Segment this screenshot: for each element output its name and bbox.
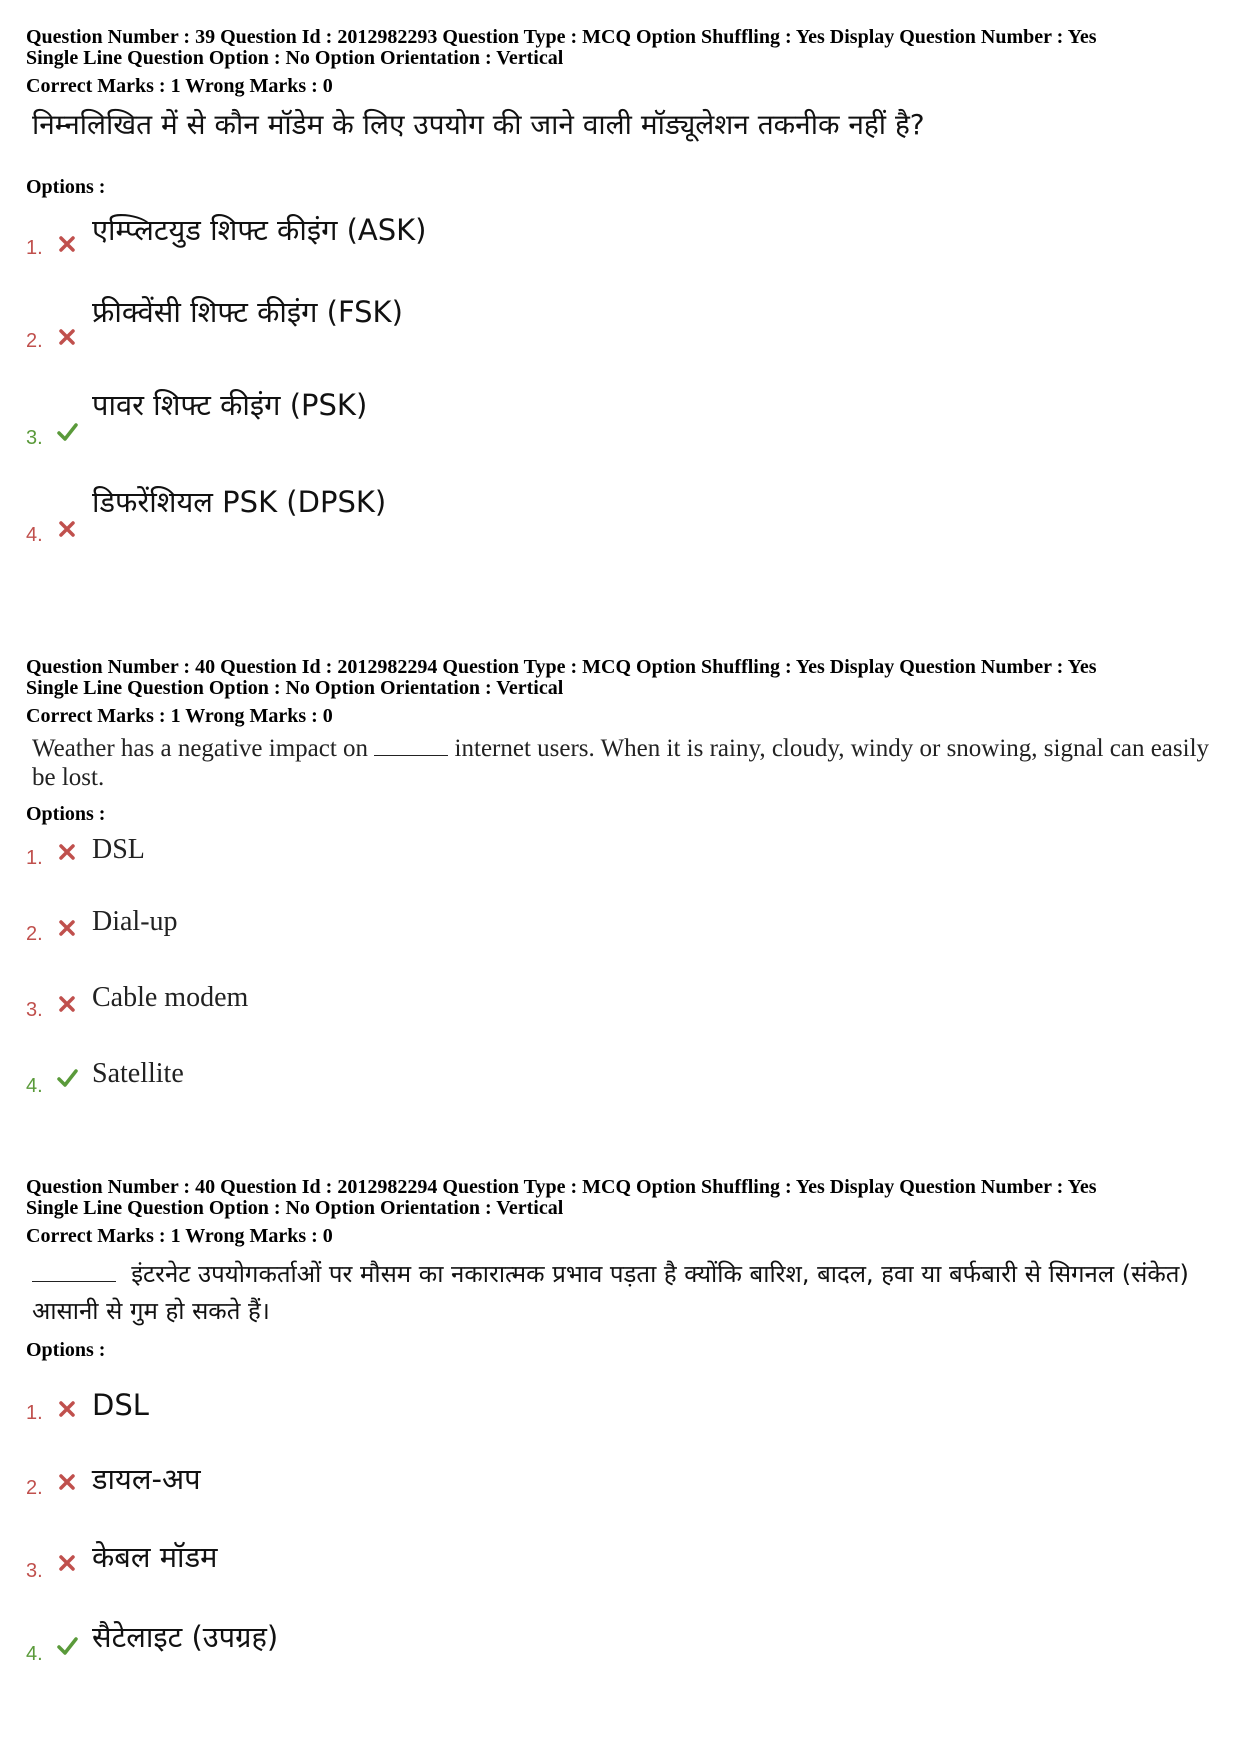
option-text: Dial-up	[92, 906, 178, 937]
options-label: Options :	[26, 803, 106, 825]
option-1[interactable]	[26, 213, 826, 267]
option-text: Satellite	[92, 1058, 184, 1089]
question-text	[26, 734, 1226, 792]
option-number: 4.	[26, 1643, 43, 1665]
option-number: 2.	[26, 923, 43, 945]
option-2[interactable]	[26, 1462, 826, 1507]
option-4[interactable]	[26, 485, 826, 554]
option-number: 2.	[26, 330, 43, 352]
option-text: DSL	[92, 834, 145, 865]
question-meta-line1: Question Number : 40 Question Id : 2012982294 Question Type : MCQ Option Shuffling : Yes Display Question Number : Yes	[26, 1176, 1097, 1198]
cross-icon	[56, 1471, 78, 1493]
option-text: DSL	[92, 1388, 149, 1422]
question-block-40-hindi	[26, 1176, 1226, 1665]
cross-icon	[56, 917, 78, 939]
option-text: डिफरेंशियल PSK (DPSK)	[92, 485, 387, 519]
question-block-39	[26, 26, 1226, 546]
option-2[interactable]	[26, 906, 826, 953]
option-3[interactable]	[26, 982, 826, 1029]
option-number: 3.	[26, 427, 43, 449]
option-text: एम्प्लिटयुड शिफ्ट कीइंग (ASK)	[92, 213, 427, 247]
option-text: सैटेलाइट (उपग्रह)	[92, 1620, 279, 1654]
option-number: 1.	[26, 1402, 43, 1424]
option-3[interactable]	[26, 1540, 826, 1590]
answer-blank	[374, 754, 448, 756]
question-meta-line1: Question Number : 40 Question Id : 2012982294 Question Type : MCQ Option Shuffling : Yes Display Question Number : Yes	[26, 656, 1097, 678]
question-meta-line2: Single Line Question Option : No Option Orientation : Vertical	[26, 1197, 564, 1219]
option-number: 2.	[26, 1477, 43, 1499]
question-marks: Correct Marks : 1 Wrong Marks : 0	[26, 1225, 333, 1247]
options-label: Options :	[26, 1339, 106, 1361]
question-block-40-english	[26, 656, 1226, 1097]
option-1[interactable]	[26, 1388, 826, 1432]
option-text: फ्रीक्वेंसी शिफ्ट कीइंग (FSK)	[92, 295, 403, 329]
cross-icon	[56, 1552, 78, 1574]
option-number: 1.	[26, 847, 43, 869]
question-marks: Correct Marks : 1 Wrong Marks : 0	[26, 705, 333, 727]
option-text: पावर शिफ्ट कीइंग (PSK)	[92, 388, 368, 422]
option-number: 4.	[26, 1075, 43, 1097]
option-2[interactable]	[26, 295, 826, 360]
question-text-part1: Weather has a negative impact on	[32, 735, 369, 762]
checkmark-icon	[56, 1067, 78, 1089]
option-text: Cable modem	[92, 982, 249, 1013]
question-text-body: इंटरनेट उपयोगकर्ताओं पर मौसम का नकारात्मक प्रभाव पड़ता है क्योंकि बारिश, बादल, हवा या बर्फबारी से सिगनल (संकेत) आसानी से गुम हो सकते हैं।	[32, 1260, 1189, 1325]
checkmark-icon	[56, 421, 78, 443]
question-marks: Correct Marks : 1 Wrong Marks : 0	[26, 75, 333, 97]
cross-icon	[56, 518, 78, 540]
cross-icon	[56, 326, 78, 348]
cross-icon	[56, 993, 78, 1015]
cross-icon	[56, 233, 78, 255]
option-number: 1.	[26, 237, 43, 259]
option-number: 3.	[26, 1560, 43, 1582]
answer-blank	[32, 1280, 116, 1282]
options-label: Options :	[26, 176, 106, 198]
option-4[interactable]	[26, 1058, 826, 1105]
checkmark-icon	[56, 1635, 78, 1657]
question-text	[26, 1256, 1226, 1330]
option-text: डायल-अप	[92, 1462, 201, 1496]
cross-icon	[56, 1398, 78, 1420]
option-3[interactable]	[26, 388, 826, 457]
option-1[interactable]	[26, 834, 826, 877]
question-meta-line2: Single Line Question Option : No Option Orientation : Vertical	[26, 677, 564, 699]
option-number: 3.	[26, 999, 43, 1021]
option-number: 4.	[26, 524, 43, 546]
question-meta-line2: Single Line Question Option : No Option Orientation : Vertical	[26, 47, 564, 69]
option-text: केबल मॉडम	[92, 1540, 218, 1574]
option-4[interactable]	[26, 1620, 826, 1673]
question-text: निम्नलिखित में से कौन मॉडेम के लिए उपयोग की जाने वाली मॉड्यूलेशन तकनीक नहीं है?	[32, 108, 925, 141]
question-meta-line1: Question Number : 39 Question Id : 2012982293 Question Type : MCQ Option Shuffling : Yes Display Question Number : Yes	[26, 26, 1097, 48]
question-text-part2: internet users. When it is rainy, cloudy, windy or snowing, signal can easily be lost.	[32, 735, 1210, 791]
cross-icon	[56, 841, 78, 863]
